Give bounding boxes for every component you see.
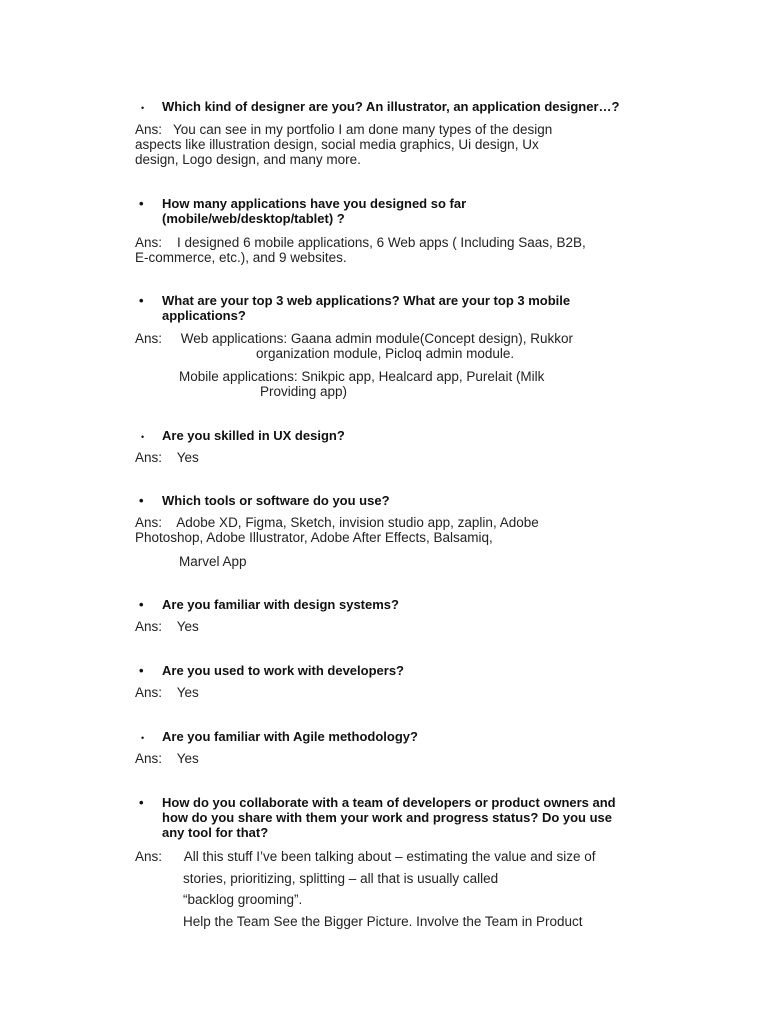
- answer-3-line-1: Ans: Web applications: Gaana admin module(Concept design), Rukkor: [135, 331, 573, 346]
- answer-5-line-1: Ans: Adobe XD, Figma, Sketch, invision studio app, zaplin, Adobe: [135, 515, 539, 530]
- answer-2-line-2: E-commerce, etc.), and 9 websites.: [135, 250, 347, 265]
- question-4: Are you skilled in UX design?: [162, 428, 345, 443]
- question-2-line-2: (mobile/web/desktop/tablet) ?: [162, 211, 345, 226]
- bullet-icon: •: [139, 196, 144, 211]
- question-2-line-1: How many applications have you designed so far: [162, 196, 467, 211]
- bullet-icon: •: [139, 663, 144, 678]
- answer-5-line-2: Photoshop, Adobe Illustrator, Adobe After Effects, Balsamiq,: [135, 530, 493, 545]
- answer-8: Ans: Yes: [135, 751, 199, 766]
- question-9-line-1: How do you collaborate with a team of developers or product owners and: [162, 795, 616, 810]
- answer-1-line-2: aspects like illustration design, social media graphics, Ui design, Ux: [135, 137, 539, 152]
- bullet-icon: •: [141, 432, 145, 442]
- answer-1-line-1: Ans: You can see in my portfolio I am done many types of the design: [135, 122, 553, 137]
- answer-3-line-3: Mobile applications: Snikpic app, Healcard app, Purelait (Milk: [179, 369, 545, 384]
- question-5: Which tools or software do you use?: [162, 493, 390, 508]
- answer-9-line-3: “backlog grooming”.: [183, 892, 303, 907]
- bullet-icon: •: [139, 493, 144, 508]
- answer-5-line-3: Marvel App: [179, 554, 247, 569]
- question-7: Are you used to work with developers?: [162, 663, 404, 678]
- answer-3-line-4: Providing app): [260, 384, 348, 399]
- answer-3-line-2: organization module, Picloq admin module.: [256, 346, 515, 361]
- question-8: Are you familiar with Agile methodology?: [162, 729, 418, 744]
- answer-7: Ans: Yes: [135, 685, 199, 700]
- question-6: Are you familiar with design systems?: [162, 597, 399, 612]
- bullet-icon: •: [139, 597, 144, 612]
- question-9-line-3: any tool for that?: [162, 825, 269, 840]
- question-3-line-2: applications?: [162, 308, 246, 323]
- bullet-icon: •: [141, 733, 145, 743]
- answer-9-line-4: Help the Team See the Bigger Picture. Involve the Team in Product: [183, 914, 583, 929]
- bullet-icon: •: [139, 293, 144, 308]
- answer-1-line-3: design, Logo design, and many more.: [135, 152, 361, 167]
- question-1: Which kind of designer are you? An illustrator, an application designer…?: [162, 99, 620, 114]
- bullet-icon: •: [141, 103, 145, 113]
- answer-6: Ans: Yes: [135, 619, 199, 634]
- bullet-icon: •: [139, 795, 144, 810]
- answer-4: Ans: Yes: [135, 450, 199, 465]
- answer-9-line-2: stories, prioritizing, splitting – all that is usually called: [183, 871, 499, 886]
- question-3-line-1: What are your top 3 web applications? What are your top 3 mobile: [162, 293, 571, 308]
- answer-2-line-1: Ans: I designed 6 mobile applications, 6 Web apps ( Including Saas, B2B,: [135, 235, 586, 250]
- question-9-line-2: how do you share with them your work and progress status? Do you use: [162, 810, 613, 825]
- answer-9-line-1: Ans: All this stuff I’ve been talking about – estimating the value and size of: [135, 849, 596, 864]
